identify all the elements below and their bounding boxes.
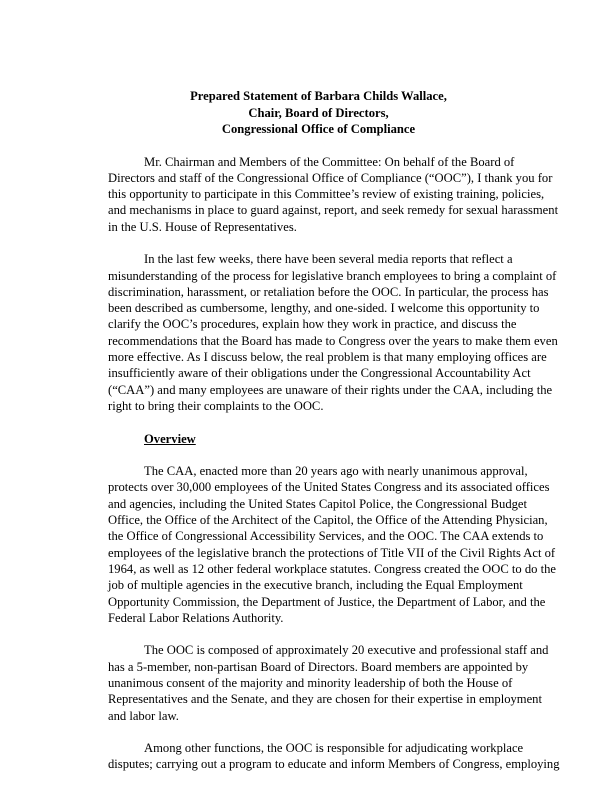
section-heading-overview	[108, 431, 529, 447]
document-title	[108, 88, 529, 138]
text-line: (“CAA”) and many employees are unaware of their rights under the CAA, including the	[108, 382, 553, 397]
text-line: In the last few weeks, there have been several media reports that reflect a	[144, 252, 513, 267]
title-line: Prepared Statement of Barbara Childs Wallace,	[190, 89, 447, 103]
text-line: right to bring their complaints to the OOC.	[108, 398, 324, 413]
text-line: Mr. Chairman and Members of the Committee: On behalf of the Board of	[144, 154, 515, 169]
text-line: this opportunity to participate in this Committee’s review of existing training, policies,	[108, 187, 545, 202]
text-line: and mechanisms in place to guard against, report, and seek remedy for sexual harassment	[108, 203, 559, 218]
text-line: more effective. As I discuss below, the real problem is that many employing offices are	[108, 350, 547, 365]
text-line: recommendations that the Board has made to Congress over the years to make them even	[108, 333, 558, 348]
text-line: and agencies, including the United States Capitol Police, the Congressional Budget	[108, 496, 528, 511]
text-line: Opportunity Commission, the Department of Justice, the Department of Labor, and the	[108, 594, 546, 609]
heading-text: Overview	[144, 431, 196, 446]
paragraph-introduction	[108, 154, 559, 235]
text-line: misunderstanding of the process for legislative branch employees to bring a complaint of	[108, 268, 557, 283]
text-line: employees of the legislative branch the protections of Title VII of the Civil Rights Act of	[108, 545, 556, 560]
text-line: The CAA, enacted more than 20 years ago with nearly unanimous approval,	[144, 464, 528, 479]
text-line: Federal Labor Relations Authority.	[108, 610, 284, 625]
text-line: the Office of Congressional Accessibility Services, and the OOC. The CAA extends to	[108, 529, 544, 544]
text-line: clarify the OOC’s procedures, explain how they work in practice, and discuss the	[108, 317, 517, 332]
paragraph-caa	[108, 463, 556, 626]
paragraph-media-reports	[108, 251, 558, 414]
text-line: Directors and staff of the Congressional Office of Compliance (“OOC”), I thank you for	[108, 170, 553, 185]
text-line: The OOC is composed of approximately 20 executive and professional staff and	[144, 643, 549, 658]
title-line: Chair, Board of Directors,	[248, 105, 389, 120]
paragraph-ooc-composition	[108, 642, 549, 723]
text-line: unanimous consent of the majority and minority leadership of both the House of	[108, 676, 513, 690]
text-line: been described as cumbersome, lengthy, and one-sided. I welcome this opportunity to	[108, 301, 540, 316]
text-line: Office, the Office of the Architect of the Capitol, the Office of the Attending Physician,	[108, 513, 548, 528]
text-line: 1964, as well as 12 other federal workplace statutes. Congress created the OOC to do the	[108, 561, 556, 576]
text-line: insufficiently aware of their obligations under the Congressional Accountability Act	[108, 366, 531, 381]
text-line: in the U.S. House of Representatives.	[108, 219, 297, 234]
text-line: disputes; carrying out a program to educate and inform Members of Congress, employing	[108, 757, 560, 772]
title-line: Congressional Office of Compliance	[221, 122, 416, 136]
paragraph-ooc-functions	[108, 740, 560, 773]
text-line: Among other functions, the OOC is responsible for adjudicating workplace	[144, 741, 524, 756]
text-line: protects over 30,000 employees of the United States Congress and its associated offices	[108, 480, 550, 495]
text-line: job of multiple agencies in the executive branch, including the Equal Employment	[108, 578, 523, 593]
text-line: discrimination, harassment, or retaliation before the OOC. In particular, the process has	[108, 284, 549, 299]
text-line: Representatives and the Senate, and they are chosen for their expertise in employment	[108, 692, 542, 707]
text-line: has a 5-member, non-partisan Board of Directors. Board members are appointed by	[108, 659, 529, 674]
text-line: and labor law.	[108, 708, 179, 723]
